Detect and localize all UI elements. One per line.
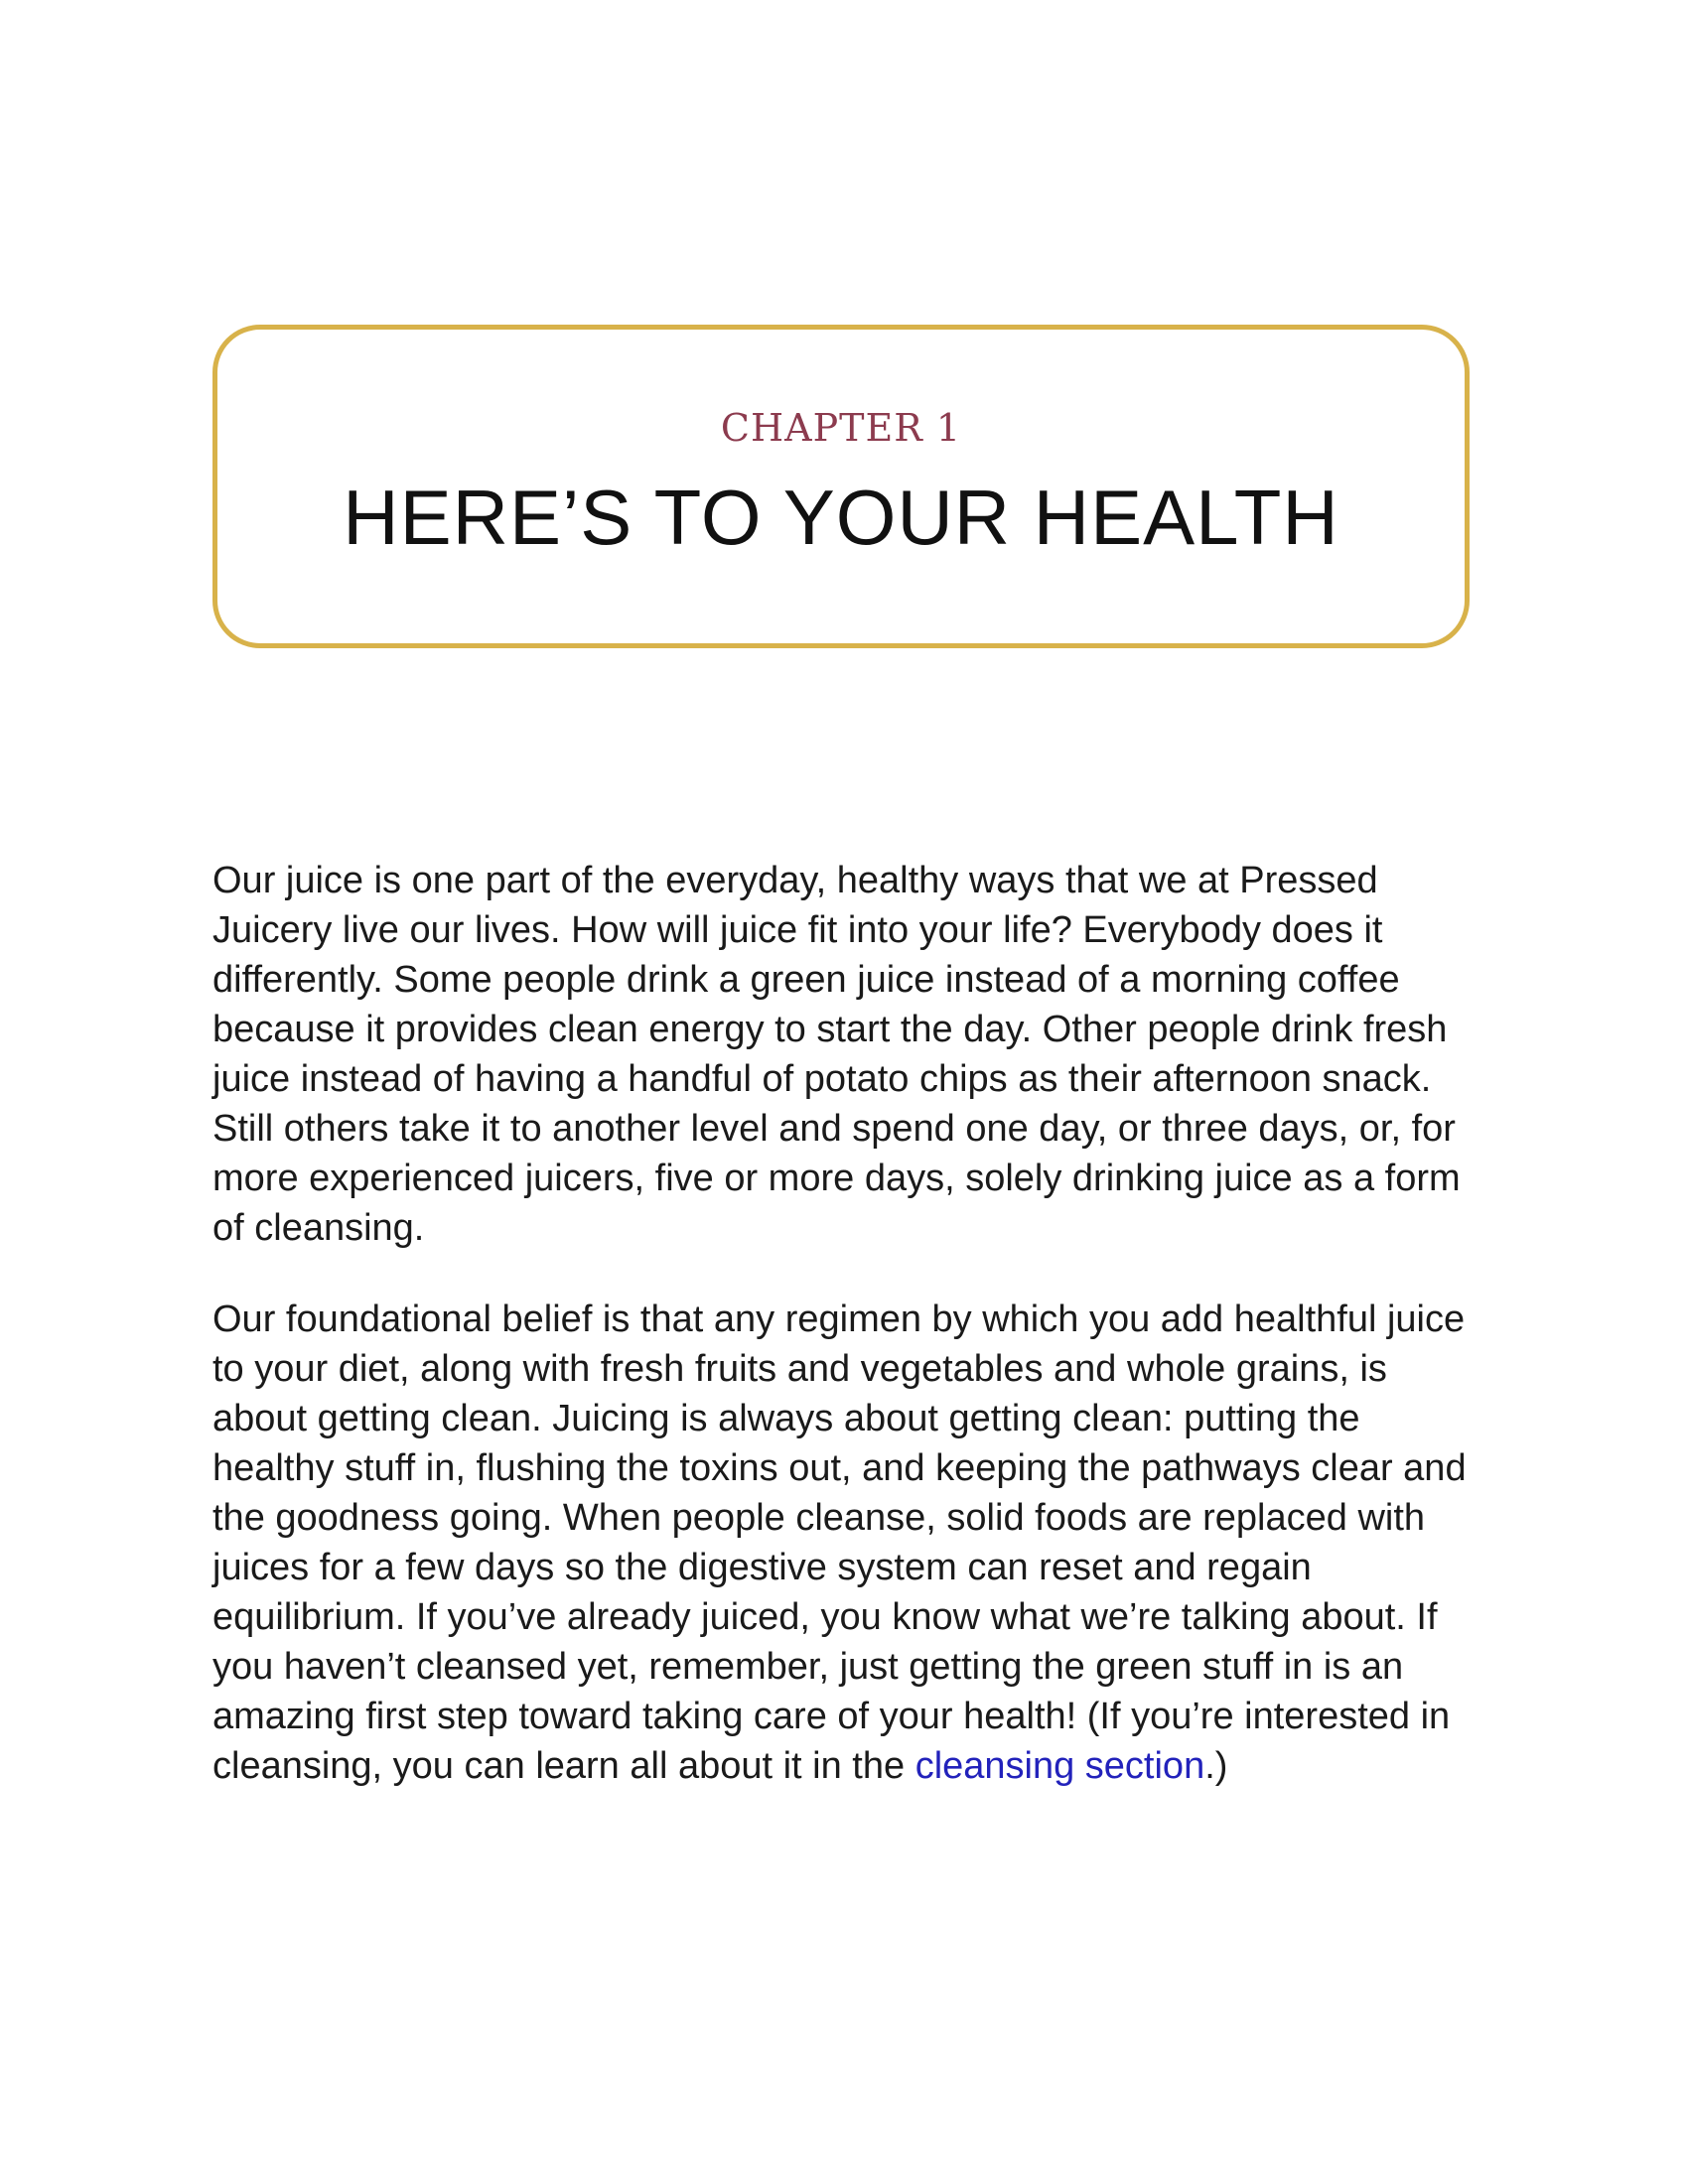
chapter-title: HERE’S TO YOUR HEALTH	[343, 474, 1339, 561]
cleansing-section-link[interactable]: cleansing section	[914, 1745, 1205, 1787]
body-text	[212, 856, 1474, 1833]
paragraph-2-text: Our foundational belief is that any regimen by which you add healthful juice to your diet, along with fresh fruits and vegetables and whole grains, is about getting clean. Juicing is always about getting clean: putting the healthy stuff in, flushing the toxins out, and keeping the pathways clear and the goodness going. When people cleanse, solid foods are replaced with juices for a few days so the digestive system can reset and regain equilibrium. If you’ve already juiced, you know what we’re talking about. If you haven’t cleansed yet, remember, just getting the green stuff in is an amazing first step toward taking care of your health! (If you’re interested in cleansing, you can learn all about it in the	[212, 1298, 1467, 1787]
chapter-heading-box	[212, 325, 1470, 648]
paragraph-1: Our juice is one part of the everyday, healthy ways that we at Pressed Juicery live our lives. How will juice fit into your life? Everybody does it differently. Some people drink a green juice instead of a morning coffee because it provides clean energy to start the day. Other people drink fresh juice instead of having a handful of potato chips as their afternoon snack. Still others take it to another level and spend one day, or three days, or, for more experienced juicers, five or more days, solely drinking juice as a form of cleansing.	[212, 860, 1461, 1249]
paragraph-2-end: .)	[1204, 1745, 1228, 1787]
chapter-label: CHAPTER 1	[720, 406, 962, 450]
paragraph-2	[212, 1295, 1474, 1791]
